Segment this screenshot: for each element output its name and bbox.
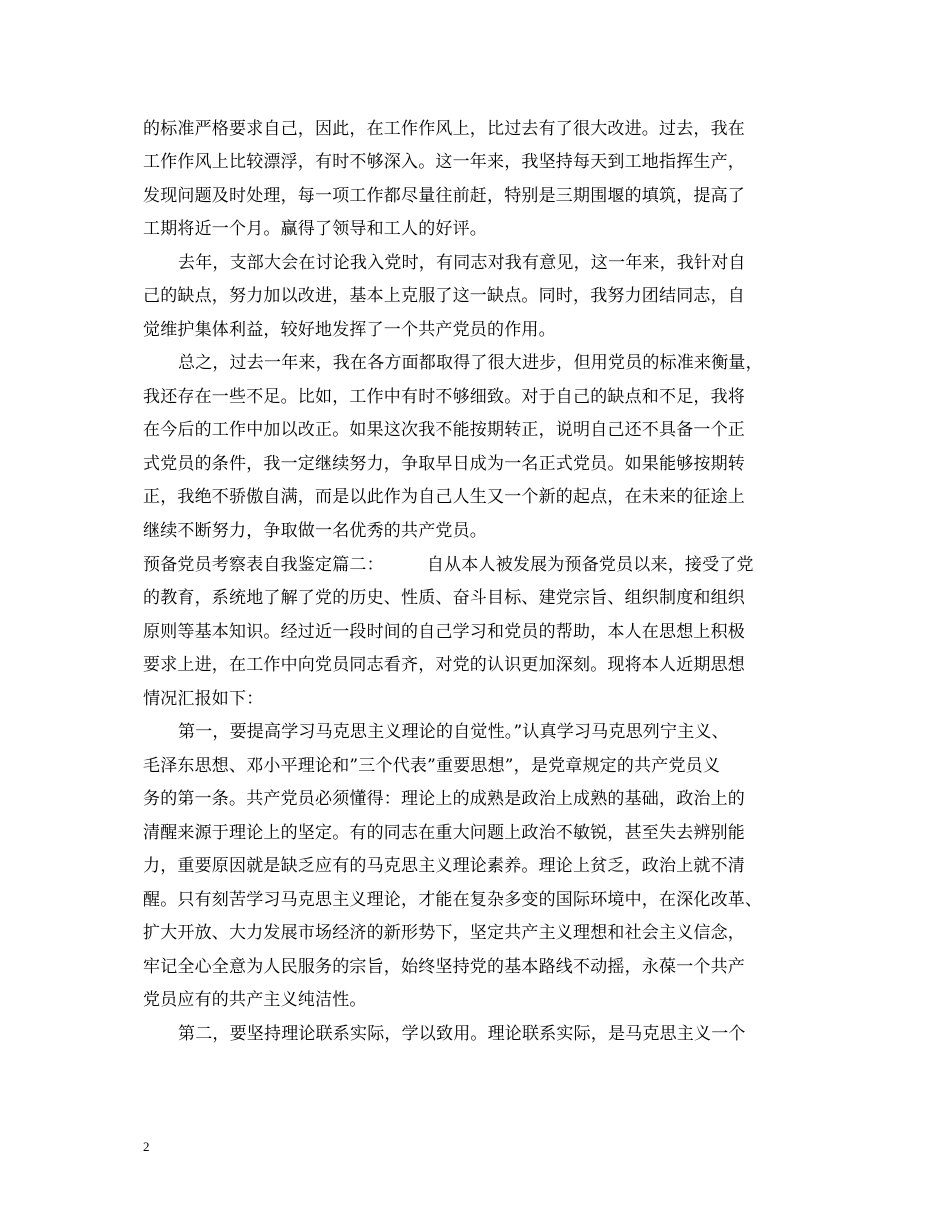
text-line: 清醒来源于理论上的坚定。有的同志在重大问题上政治不敏锐，甚至失去辨别能 xyxy=(143,823,745,843)
page-number: 2 xyxy=(143,1139,150,1154)
text-line: 第一，要提高学习马克思主义理论的自觉性。”认真学习马克思列宁主义、 xyxy=(178,722,729,742)
text-line: 正，我绝不骄傲自满，而是以此作为自己人生又一个新的起点，在未来的征途上 xyxy=(143,487,745,507)
text-line: 第二，要坚持理论联系实际，学以致用。理论联系实际，是马克思主义一个 xyxy=(178,1024,746,1044)
text-line: 毛泽东思想、邓小平理论和”三个代表”重要思想”，是党章规定的共产党员义 xyxy=(143,756,721,776)
text-line: 式党员的条件，我一定继续努力，争取早日成为一名正式党员。如果能够按期转 xyxy=(143,454,745,474)
text-line: 工作作风上比较漂浮，有时不够深入。这一年来，我坚持每天到工地指挥生产， xyxy=(143,152,745,172)
text-line: 在今后的工作中加以改正。如果这次我不能按期转正，说明自己还不具备一个正 xyxy=(143,420,745,440)
text-line: 觉维护集体利益，较好地发挥了一个共产党员的作用。 xyxy=(143,320,556,340)
text-line: 原则等基本知识。经过近一段时间的自己学习和党员的帮助，本人在思想上积极 xyxy=(143,622,745,642)
text-line: 预备党员考察表自我鉴定篇二： 自从本人被发展为预备党员以来，接受了党 xyxy=(143,555,754,575)
text-line: 己的缺点，努力加以改进，基本上克服了这一缺点。同时，我努力团结同志，自 xyxy=(143,286,745,306)
text-line: 的教育，系统地了解了党的历史、性质、奋斗目标、建党宗旨、组织制度和组织 xyxy=(143,588,745,608)
text-line: 去年，支部大会在讨论我入党时，有同志对我有意见，这一年来，我针对自 xyxy=(178,253,746,273)
text-line: 继续不断努力，争取做一名优秀的共产党员。 xyxy=(143,521,487,541)
text-line: 我还存在一些不足。比如，工作中有时不够细致。对于自己的缺点和不足，我将 xyxy=(143,387,745,407)
text-line: 力，重要原因就是缺乏应有的马克思主义理论素养。理论上贫乏，政治上就不清 xyxy=(143,856,745,876)
text-line: 务的第一条。共产党员必须懂得：理论上的成熟是政治上成熟的基础，政治上的 xyxy=(143,789,745,809)
text-line: 发现问题及时处理，每一项工作都尽量往前赶，特别是三期围堰的填筑，提高了 xyxy=(143,186,745,206)
text-line: 情况汇报如下： xyxy=(143,689,264,709)
text-line: 总之，过去一年来，我在各方面都取得了很大进步，但用党员的标准来衡量， xyxy=(178,353,763,373)
text-line: 牢记全心全意为人民服务的宗旨，始终坚持党的基本路线不动摇，永葆一个共产 xyxy=(143,957,745,977)
text-line: 醒。只有刻苦学习马克思主义理论，才能在复杂多变的国际环境中，在深化改革、 xyxy=(143,890,763,910)
text-line: 党员应有的共产主义纯洁性。 xyxy=(143,990,367,1010)
text-line: 要求上进，在工作中向党员同志看齐，对党的认识更加深刻。现将本人近期思想 xyxy=(143,655,745,675)
text-line: 的标准严格要求自己，因此，在工作作风上，比过去有了很大改进。过去，我在 xyxy=(143,119,745,139)
text-line: 扩大开放、大力发展市场经济的新形势下，坚定共产主义理想和社会主义信念， xyxy=(143,923,745,943)
text-line: 工期将近一个月。赢得了领导和工人的好评。 xyxy=(143,219,487,239)
